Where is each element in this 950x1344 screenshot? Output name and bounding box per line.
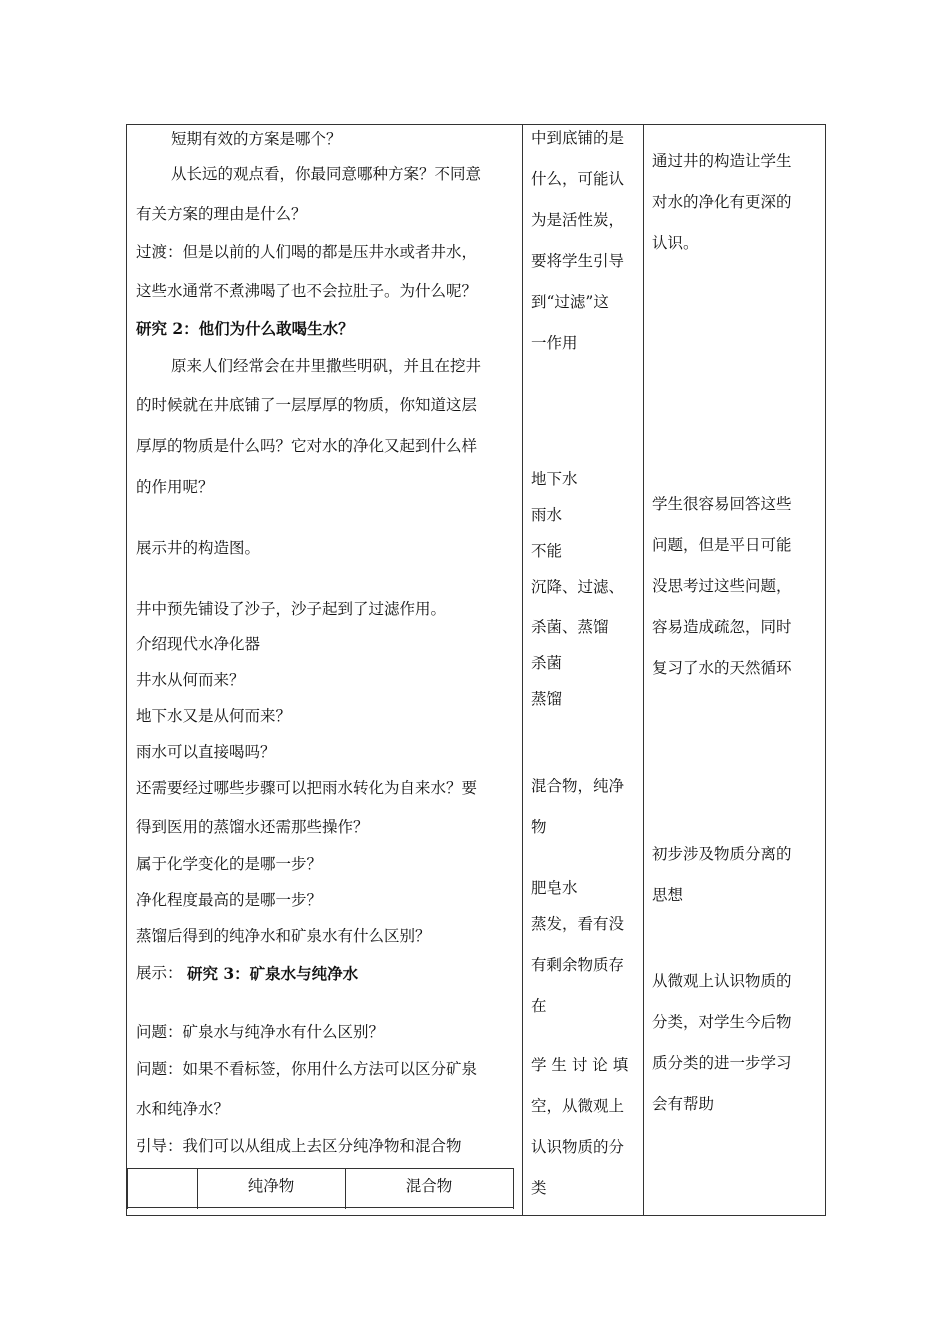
text-line: 类	[531, 1179, 547, 1197]
pure-vs-mixture-table	[127, 1168, 514, 1208]
section-heading: 研究 3：矿泉水与纯净水	[187, 964, 359, 983]
text-line: 雨水可以直接喝吗？	[136, 743, 276, 761]
text-line: 混合物，纯净	[531, 777, 625, 795]
text-line: 空，从微观上	[531, 1097, 625, 1115]
text-line: 展示：	[136, 964, 183, 982]
text-line: 初步涉及物质分离的	[652, 845, 792, 863]
text-line: 没思考过这些问题，	[652, 577, 792, 595]
text-line: 认识物质的分	[531, 1138, 625, 1156]
text-line: 会有帮助	[652, 1095, 715, 1113]
text-line: 从长远的观点看，你最同意哪种方案？不同意	[171, 165, 482, 183]
text-line: 还需要经过哪些步骤可以把雨水转化为自来水？要	[136, 779, 478, 797]
cell-divider	[127, 1169, 128, 1209]
text-line: 的作用呢？	[136, 478, 214, 496]
text-line: 井中预先铺设了沙子，沙子起到了过滤作用。	[136, 600, 447, 618]
text-line: 得到医用的蒸馏水还需那些操作？	[136, 818, 369, 836]
text-line: 学生很容易回答这些	[652, 495, 792, 513]
text-line: 问题，但是平日可能	[652, 536, 792, 554]
text-line: 不能	[531, 542, 563, 560]
text-line: 杀菌	[531, 654, 563, 672]
text-line: 沉降、过滤、	[531, 578, 625, 596]
table-header-mixture: 混合物	[405, 1177, 453, 1195]
text-line: 短期有效的方案是哪个？	[171, 130, 342, 148]
text-line: 蒸馏后得到的纯净水和矿泉水有什么区别？	[136, 927, 431, 945]
table-header-pure: 纯净物	[247, 1177, 295, 1195]
section-heading: 研究 2：他们为什么敢喝生水？	[136, 319, 354, 338]
text-line: 杀菌、蒸馏	[531, 618, 609, 636]
text-line: 通过井的构造让学生	[652, 152, 792, 170]
text-line: 一作用	[531, 334, 578, 352]
text-line: 井水从何而来？	[136, 671, 245, 689]
text-line: 问题：矿泉水与纯净水有什么区别？	[136, 1023, 385, 1041]
text-line: 地下水	[531, 470, 578, 488]
column-divider	[643, 124, 644, 1216]
text-line: 问题：如果不看标签，你用什么方法可以区分矿泉	[136, 1060, 478, 1078]
text-line: 的时候就在井底铺了一层厚厚的物质，你知道这层	[136, 396, 478, 414]
text-line: 原来人们经常会在井里撒些明矾，并且在挖井	[171, 357, 482, 375]
text-line: 学 生 讨 论 填	[531, 1056, 629, 1074]
text-line: 什么，可能认	[531, 170, 625, 188]
text-line: 物	[531, 818, 547, 836]
text-line: 在	[531, 997, 547, 1015]
text-line: 介绍现代水净化器	[136, 635, 261, 653]
text-line: 水和纯净水？	[136, 1100, 230, 1118]
text-line: 有关方案的理由是什么？	[136, 205, 307, 223]
text-line: 蒸发，看有没	[531, 915, 625, 933]
text-line: 复习了水的天然循环	[652, 659, 792, 677]
text-line: 对水的净化有更深的	[652, 193, 792, 211]
text-line: 认识。	[652, 234, 699, 252]
text-line: 雨水	[531, 506, 563, 524]
text-line: 过渡：但是以前的人们喝的都是压井水或者井水，	[136, 243, 478, 261]
text-line: 属于化学变化的是哪一步？	[136, 855, 323, 873]
text-line: 分类，对学生今后物	[652, 1013, 792, 1031]
text-line: 思想	[652, 886, 684, 904]
text-line: 从微观上认识物质的	[652, 972, 792, 990]
text-line: 为是活性炭，	[531, 211, 625, 229]
text-line: 引导：我们可以从组成上去区分纯净物和混合物	[136, 1137, 462, 1155]
text-line: 肥皂水	[531, 879, 578, 897]
text-line: 厚厚的物质是什么吗？它对水的净化又起到什么样	[136, 437, 478, 455]
text-line: 容易造成疏忽，同时	[652, 618, 792, 636]
column-divider	[522, 124, 523, 1216]
text-line: 地下水又是从何而来？	[136, 707, 292, 725]
text-line: 到“过滤”这	[531, 293, 609, 311]
text-line: 净化程度最高的是哪一步？	[136, 891, 323, 909]
text-line: 要将学生引导	[531, 252, 625, 270]
text-line: 质分类的进一步学习	[652, 1054, 792, 1072]
cell-divider	[513, 1169, 514, 1209]
text-line: 展示井的构造图。	[136, 539, 261, 557]
text-line: 中到底铺的是	[531, 129, 625, 147]
text-line: 蒸馏	[531, 690, 563, 708]
text-line: 有剩余物质存	[531, 956, 625, 974]
text-line: 这些水通常不煮沸喝了也不会拉肚子。为什么呢？	[136, 282, 478, 300]
